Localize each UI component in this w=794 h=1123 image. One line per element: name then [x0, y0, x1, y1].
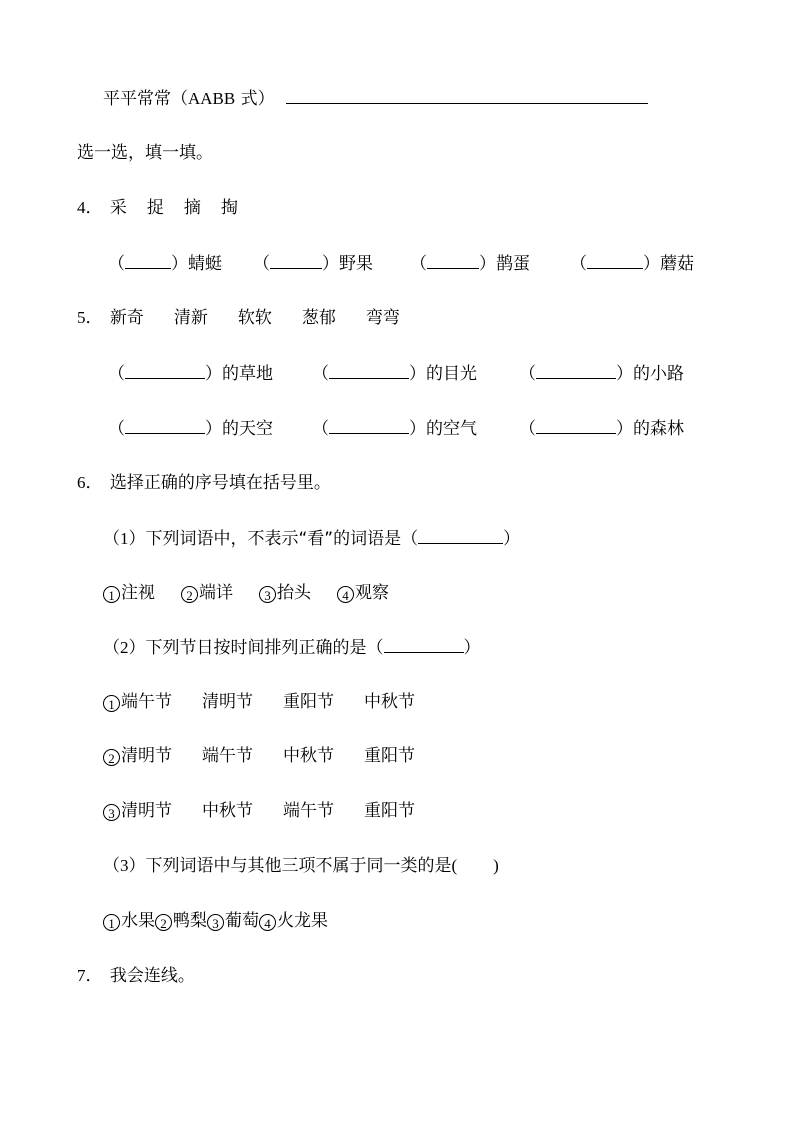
aabb-format: AABB — [188, 89, 236, 108]
q5-fill-item: （ ）的目光 — [312, 364, 477, 384]
q6-sub1-text: 下列词语中，不表示“看”的词语是（ — [145, 529, 419, 549]
q5-number: 5． — [77, 308, 103, 327]
q5-blank[interactable] — [125, 362, 205, 379]
q6-sub1-close: ） — [503, 529, 521, 549]
q5-fill-item: （ ）的草地 — [108, 364, 273, 384]
circled-number-icon: 1 — [103, 695, 120, 712]
q4-blank[interactable] — [587, 252, 643, 269]
q6-sub3-choices — [103, 910, 328, 932]
choice-text: 水果 — [121, 911, 155, 931]
q5-item-label: 的草地 — [222, 364, 273, 384]
festival: 端午节 — [121, 692, 172, 712]
q5-blank[interactable] — [329, 417, 409, 434]
q4-item-label: 蘑菇 — [660, 254, 694, 274]
q4-blank[interactable] — [270, 252, 322, 269]
q6-sub1-blank[interactable] — [418, 527, 503, 544]
q6-sub3-text: 下列词语中与其他三项不属于同一类的是 — [145, 856, 452, 876]
q5-item-label: 的天空 — [222, 419, 273, 439]
choice-text: 火龙果 — [277, 911, 328, 931]
choice-text: 观察 — [355, 583, 389, 603]
q4-option: 采 — [109, 198, 127, 218]
q6-sub1-question — [103, 527, 520, 550]
festival: 端午节 — [202, 746, 253, 766]
festival: 端午节 — [283, 801, 334, 821]
festival: 中秋节 — [202, 801, 253, 821]
choice-text: 抬头 — [277, 583, 311, 603]
festival: 重阳节 — [283, 692, 334, 712]
aabb-label: 平平常常（ — [103, 89, 188, 109]
q7-title-line — [77, 965, 195, 987]
q5-fill-item: （ ）的空气 — [312, 419, 477, 439]
q5-item-label: 的森林 — [633, 419, 684, 439]
festival: 清明节 — [121, 801, 172, 821]
q5-item-label: 的小路 — [633, 364, 684, 384]
q6-sub2-text: 下列节日按时间排列正确的是（ — [145, 638, 384, 658]
circled-number-icon: 2 — [103, 749, 120, 766]
circled-number-icon: 3 — [207, 914, 224, 931]
q5-option: 葱郁 — [301, 308, 336, 328]
circled-number-icon: 1 — [103, 586, 120, 603]
q6-sub2-choice — [103, 691, 415, 713]
q4-blank[interactable] — [427, 252, 479, 269]
q6-sub2-choice — [103, 800, 415, 822]
q5-blank[interactable] — [125, 417, 205, 434]
q6-sub2-number: （2） — [103, 638, 146, 657]
festival: 中秋节 — [283, 746, 334, 766]
q5-blank[interactable] — [536, 362, 616, 379]
choice-text: 端详 — [199, 583, 233, 603]
festival: 重阳节 — [364, 746, 415, 766]
q5-option: 弯弯 — [365, 308, 400, 328]
q6-sub3-open: ( — [451, 856, 458, 875]
circled-number-icon: 1 — [103, 914, 120, 931]
q4-item-label: 蜻蜓 — [188, 254, 222, 274]
q7-title: 我会连线。 — [109, 966, 195, 986]
q6-sub2-close: ） — [463, 638, 481, 658]
q4-item-label: 鹊蛋 — [496, 254, 530, 274]
q5-options — [77, 307, 400, 329]
circled-number-icon: 3 — [103, 804, 120, 821]
q4-blank[interactable] — [125, 252, 171, 269]
q4-item-label: 野果 — [339, 254, 373, 274]
q5-option: 新奇 — [109, 308, 144, 328]
q4-fill-item: （ ）蘑菇 — [570, 254, 694, 274]
circled-number-icon: 2 — [155, 914, 172, 931]
choice-text: 葡萄 — [225, 911, 259, 931]
q5-blank[interactable] — [536, 417, 616, 434]
q6-sub3-close: ) — [493, 856, 499, 875]
choice-text: 鸭梨 — [173, 911, 207, 931]
section-instruction: 选一选，填一填。 — [77, 143, 213, 163]
aabb-suffix: 式） — [235, 89, 275, 109]
q5-fill-item: （ ）的小路 — [519, 364, 684, 384]
q6-sub2-question — [103, 636, 481, 659]
q6-sub1-choices — [103, 582, 389, 604]
q5-option: 软软 — [237, 308, 272, 328]
q4-fill-item: （ ）鹊蛋 — [410, 254, 530, 274]
festival: 清明节 — [121, 746, 172, 766]
q4-options — [77, 197, 238, 219]
aabb-line — [103, 87, 648, 110]
q6-title: 选择正确的序号填在括号里。 — [109, 473, 331, 493]
q6-sub3-number: （3） — [103, 856, 146, 875]
q5-fill-item: （ ）的天空 — [108, 419, 273, 439]
q4-number: 4． — [77, 198, 103, 217]
circled-number-icon: 3 — [259, 586, 276, 603]
festival: 清明节 — [202, 692, 253, 712]
q5-fill-item: （ ）的森林 — [519, 419, 684, 439]
q5-blank[interactable] — [329, 362, 409, 379]
festival: 重阳节 — [364, 801, 415, 821]
q6-number: 6． — [77, 473, 103, 492]
q6-sub2-choice — [103, 745, 415, 767]
festival: 中秋节 — [364, 692, 415, 712]
circled-number-icon: 4 — [337, 586, 354, 603]
circled-number-icon: 2 — [181, 586, 198, 603]
q4-option: 掏 — [220, 198, 238, 218]
circled-number-icon: 4 — [259, 914, 276, 931]
q4-fill-item: （ ）蜻蜓 — [108, 254, 222, 274]
q6-sub3-question — [103, 855, 499, 877]
q6-sub1-number: （1） — [103, 529, 146, 548]
q6-title-line — [77, 472, 331, 494]
q4-fill-item: （ ）野果 — [253, 254, 373, 274]
q5-item-label: 的空气 — [426, 419, 477, 439]
q4-option: 摘 — [183, 198, 201, 218]
aabb-answer-blank[interactable] — [286, 87, 648, 104]
q4-option: 捉 — [146, 198, 164, 218]
q6-sub2-blank[interactable] — [384, 636, 464, 653]
q5-item-label: 的目光 — [426, 364, 477, 384]
choice-text: 注视 — [121, 583, 155, 603]
q5-option: 清新 — [173, 308, 208, 328]
q7-number: 7． — [77, 966, 103, 985]
